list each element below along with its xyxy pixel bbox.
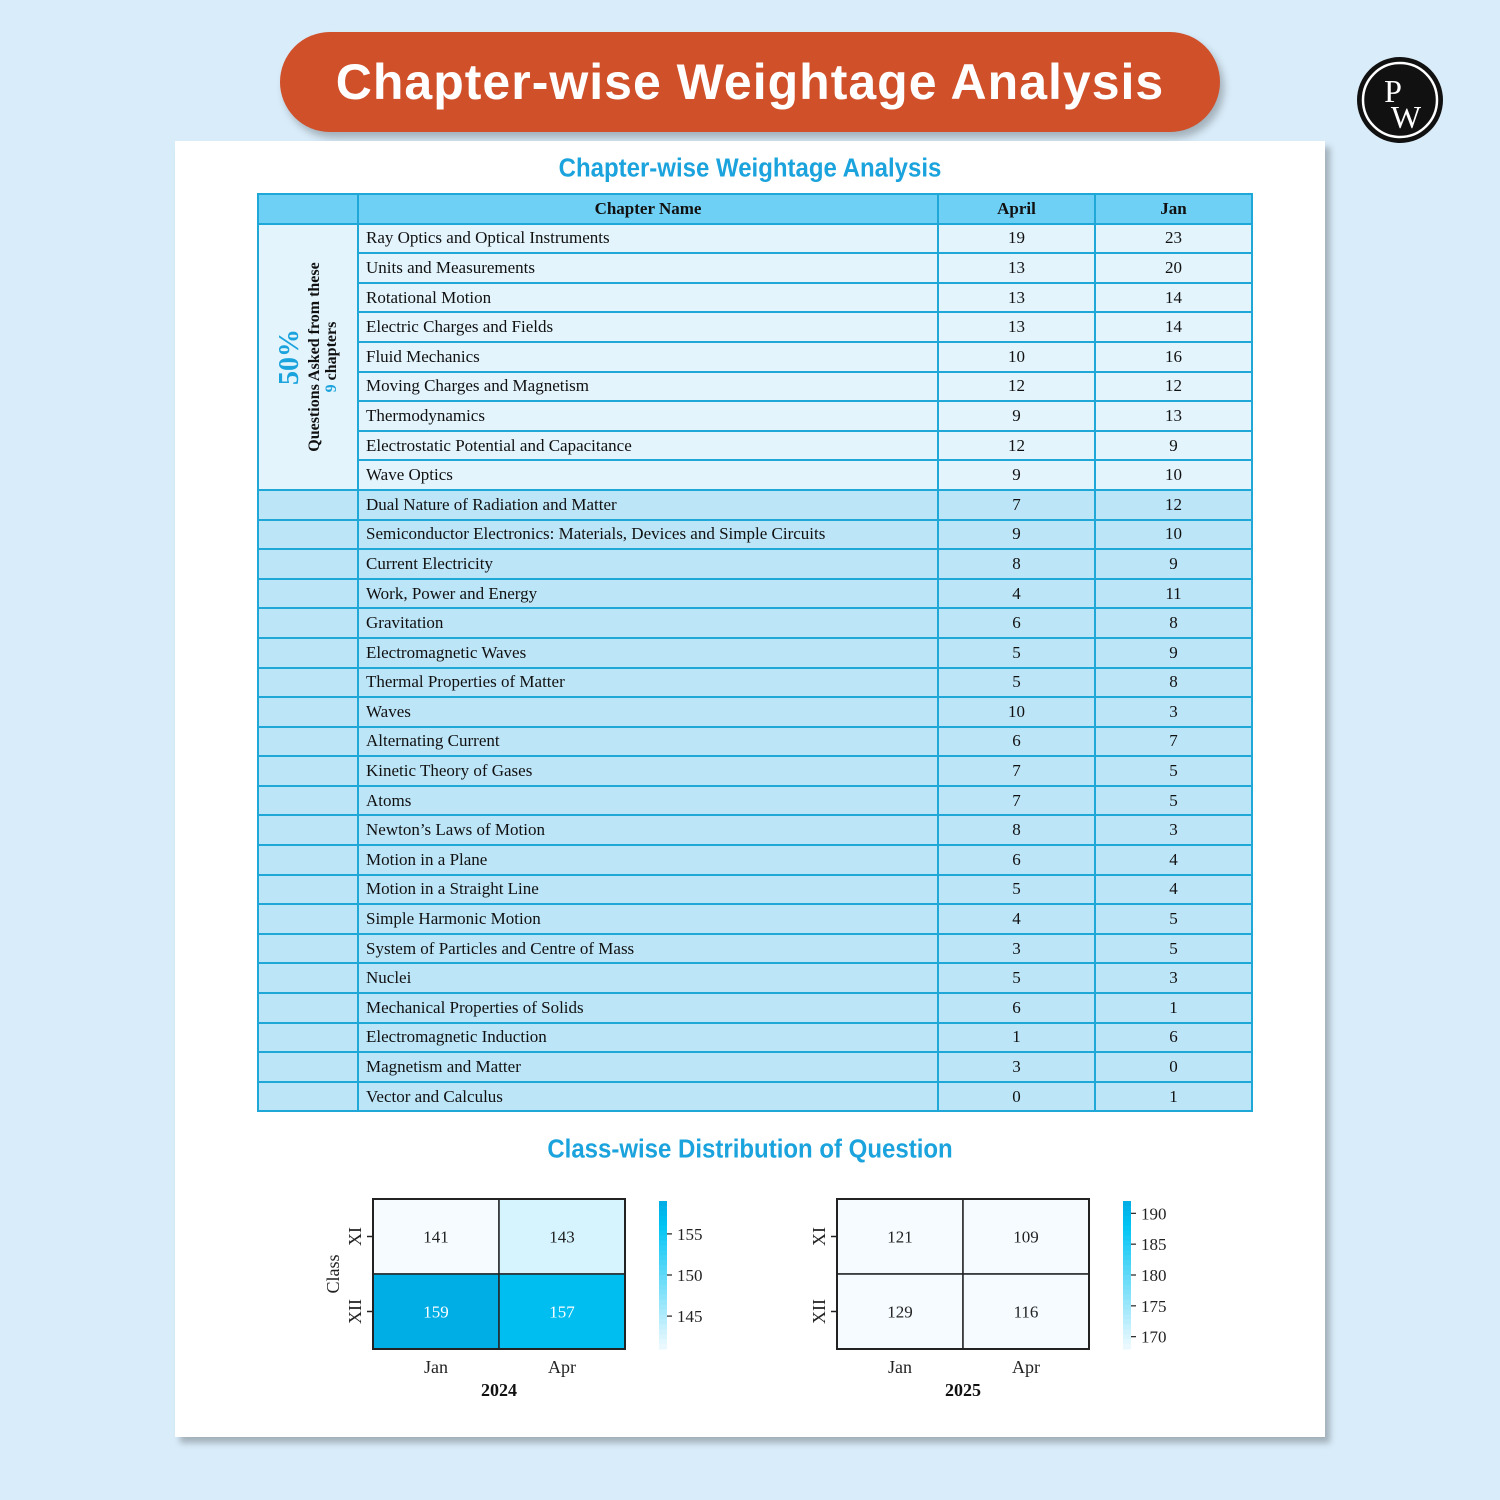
april-count-cell: 10 bbox=[938, 342, 1095, 372]
chapter-name-cell: Fluid Mechanics bbox=[358, 342, 938, 372]
chapter-name-cell: Electromagnetic Waves bbox=[358, 638, 938, 668]
chapter-name-cell: Newton’s Laws of Motion bbox=[358, 815, 938, 845]
chapter-name-cell: Magnetism and Matter bbox=[358, 1052, 938, 1082]
page-title: Chapter-wise Weightage Analysis bbox=[335, 54, 1165, 110]
y-tick-label: XI bbox=[809, 1227, 829, 1246]
colorbar-segment bbox=[659, 1300, 667, 1306]
colorbar-segment bbox=[659, 1270, 667, 1276]
x-tick-label: Apr bbox=[548, 1357, 576, 1377]
april-count-cell: 13 bbox=[938, 283, 1095, 313]
april-count-cell: 12 bbox=[938, 431, 1095, 461]
colorbar-segment bbox=[1123, 1314, 1131, 1320]
colorbar-segment bbox=[659, 1339, 667, 1345]
colorbar-segment bbox=[659, 1280, 667, 1286]
april-count-cell: 6 bbox=[938, 727, 1095, 757]
colorbar-segment bbox=[659, 1240, 667, 1246]
colorbar-segment bbox=[1123, 1255, 1131, 1261]
x-tick-label: Apr bbox=[1012, 1357, 1040, 1377]
colorbar-segment bbox=[659, 1329, 667, 1335]
x-tick-label: Jan bbox=[888, 1357, 912, 1377]
jan-count-cell: 20 bbox=[1095, 253, 1252, 283]
april-count-cell: 0 bbox=[938, 1082, 1095, 1112]
jan-count-cell: 5 bbox=[1095, 786, 1252, 816]
colorbar-segment bbox=[1123, 1305, 1131, 1311]
heat-cell-value: 121 bbox=[887, 1227, 913, 1247]
colorbar-segment bbox=[1123, 1290, 1131, 1296]
y-tick-label: XII bbox=[345, 1299, 365, 1324]
chapter-name-cell: Moving Charges and Magnetism bbox=[358, 372, 938, 402]
april-count-cell: 1 bbox=[938, 1023, 1095, 1053]
colorbar-segment bbox=[1123, 1250, 1131, 1256]
chapter-name-cell: Work, Power and Energy bbox=[358, 579, 938, 609]
colorbar-segment bbox=[659, 1305, 667, 1311]
chapter-name-cell: Ray Optics and Optical Instruments bbox=[358, 224, 938, 254]
april-count-cell: 13 bbox=[938, 253, 1095, 283]
heat-cell-value: 129 bbox=[887, 1302, 913, 1322]
note-percent: 50% bbox=[274, 328, 306, 385]
colorbar-segment bbox=[659, 1226, 667, 1232]
jan-count-cell: 10 bbox=[1095, 520, 1252, 550]
colorbar-segment bbox=[659, 1236, 667, 1242]
colorbar-segment bbox=[659, 1285, 667, 1291]
jan-count-cell: 23 bbox=[1095, 224, 1252, 254]
jan-count-cell: 12 bbox=[1095, 372, 1252, 402]
chapter-name-cell: Atoms bbox=[358, 786, 938, 816]
colorbar-segment bbox=[1123, 1310, 1131, 1316]
jan-count-cell: 16 bbox=[1095, 342, 1252, 372]
colorbar-segment bbox=[1123, 1344, 1131, 1350]
chapter-name-cell: Motion in a Plane bbox=[358, 845, 938, 875]
colorbar-segment bbox=[659, 1295, 667, 1301]
colorbar-tick-label: 150 bbox=[677, 1266, 703, 1285]
chapter-name-cell: Nuclei bbox=[358, 963, 938, 993]
colorbar-segment bbox=[659, 1206, 667, 1212]
jan-count-cell: 9 bbox=[1095, 638, 1252, 668]
colorbar-segment bbox=[659, 1265, 667, 1271]
colorbar-segment bbox=[1123, 1221, 1131, 1227]
colorbar-segment bbox=[659, 1334, 667, 1340]
colorbar-segment bbox=[1123, 1319, 1131, 1325]
colorbar-segment bbox=[659, 1344, 667, 1350]
chapter-name-cell: Simple Harmonic Motion bbox=[358, 904, 938, 934]
colorbar-tick-label: 185 bbox=[1141, 1235, 1167, 1255]
heat-cell-value: 157 bbox=[549, 1302, 575, 1322]
colorbar-tick-label: 180 bbox=[1141, 1266, 1167, 1285]
colorbar-segment bbox=[659, 1310, 667, 1316]
jan-count-cell: 6 bbox=[1095, 1023, 1252, 1053]
colorbar-segment bbox=[1123, 1211, 1131, 1217]
chapter-name-cell: Thermal Properties of Matter bbox=[358, 668, 938, 698]
colorbar-segment bbox=[659, 1290, 667, 1296]
colorbar-tick-label: 145 bbox=[677, 1307, 703, 1327]
colorbar-segment bbox=[1123, 1295, 1131, 1301]
colorbar-segment bbox=[659, 1250, 667, 1256]
colorbar-segment bbox=[1123, 1226, 1131, 1232]
jan-count-cell: 14 bbox=[1095, 312, 1252, 342]
colorbar-tick-label: 175 bbox=[1141, 1296, 1167, 1316]
april-count-cell: 5 bbox=[938, 875, 1095, 905]
colorbar-segment bbox=[659, 1314, 667, 1320]
colorbar-segment bbox=[659, 1221, 667, 1227]
colorbar-segment bbox=[1123, 1334, 1131, 1340]
jan-count-cell: 0 bbox=[1095, 1052, 1252, 1082]
jan-count-cell: 3 bbox=[1095, 815, 1252, 845]
colorbar-segment bbox=[1123, 1339, 1131, 1345]
jan-count-cell: 8 bbox=[1095, 668, 1252, 698]
april-count-cell: 6 bbox=[938, 845, 1095, 875]
colorbar-segment bbox=[659, 1211, 667, 1217]
april-count-cell: 7 bbox=[938, 756, 1095, 786]
heat-cell-value: 109 bbox=[1013, 1227, 1039, 1247]
colorbar-segment bbox=[659, 1324, 667, 1330]
april-count-cell: 8 bbox=[938, 549, 1095, 579]
chapter-name-cell: Electric Charges and Fields bbox=[358, 312, 938, 342]
jan-count-cell: 7 bbox=[1095, 727, 1252, 757]
colorbar-segment bbox=[1123, 1275, 1131, 1281]
april-count-cell: 6 bbox=[938, 993, 1095, 1023]
chapter-name-cell: Kinetic Theory of Gases bbox=[358, 756, 938, 786]
colorbar-segment bbox=[1123, 1265, 1131, 1271]
colorbar-segment bbox=[1123, 1280, 1131, 1286]
x-axis-label: 2025 bbox=[945, 1380, 981, 1400]
colorbar-segment bbox=[1123, 1300, 1131, 1306]
april-count-cell: 7 bbox=[938, 490, 1095, 520]
chapter-name-cell: Electromagnetic Induction bbox=[358, 1023, 938, 1053]
chapter-name-cell: Mechanical Properties of Solids bbox=[358, 993, 938, 1023]
april-count-cell: 8 bbox=[938, 815, 1095, 845]
chapter-name-cell: Motion in a Straight Line bbox=[358, 875, 938, 905]
chapter-name-cell: Alternating Current bbox=[358, 727, 938, 757]
april-count-cell: 3 bbox=[938, 934, 1095, 964]
april-count-cell: 9 bbox=[938, 460, 1095, 490]
heat-cell-value: 141 bbox=[423, 1227, 449, 1247]
chapter-name-cell: Gravitation bbox=[358, 608, 938, 638]
chapter-name-cell: Current Electricity bbox=[358, 549, 938, 579]
chapter-name-cell: Rotational Motion bbox=[358, 283, 938, 313]
header-chapter: Chapter Name bbox=[358, 194, 938, 224]
colorbar-segment bbox=[1123, 1245, 1131, 1251]
colorbar-segment bbox=[659, 1275, 667, 1281]
colorbar-segment bbox=[659, 1201, 667, 1207]
april-count-cell: 9 bbox=[938, 401, 1095, 431]
jan-count-cell: 5 bbox=[1095, 756, 1252, 786]
colorbar-tick-label: 190 bbox=[1141, 1204, 1167, 1224]
colorbar-tick-label: 155 bbox=[677, 1224, 703, 1244]
logo-letter-p: P bbox=[1384, 73, 1402, 109]
chapter-name-cell: Waves bbox=[358, 697, 938, 727]
colorbar-segment bbox=[1123, 1240, 1131, 1246]
x-axis-label: 2024 bbox=[481, 1380, 517, 1400]
class-heatmaps bbox=[175, 141, 1325, 1437]
colorbar-segment bbox=[1123, 1201, 1131, 1207]
april-count-cell: 10 bbox=[938, 697, 1095, 727]
april-count-cell: 5 bbox=[938, 638, 1095, 668]
heat-cell-value: 159 bbox=[423, 1302, 449, 1322]
chart-title: Class-wise Distribution of Question bbox=[547, 1134, 953, 1165]
april-count-cell: 4 bbox=[938, 904, 1095, 934]
april-count-cell: 4 bbox=[938, 579, 1095, 609]
april-count-cell: 12 bbox=[938, 372, 1095, 402]
colorbar-segment bbox=[659, 1216, 667, 1222]
heat-cell-value: 143 bbox=[549, 1227, 575, 1247]
x-tick-label: Jan bbox=[424, 1357, 448, 1377]
jan-count-cell: 13 bbox=[1095, 401, 1252, 431]
jan-count-cell: 5 bbox=[1095, 904, 1252, 934]
jan-count-cell: 4 bbox=[1095, 845, 1252, 875]
colorbar-segment bbox=[659, 1245, 667, 1251]
colorbar-segment bbox=[1123, 1285, 1131, 1291]
logo-letter-w: W bbox=[1390, 99, 1422, 135]
chapter-name-cell: Semiconductor Electronics: Materials, Devices and Simple Circuits bbox=[358, 520, 938, 550]
colorbar-tick-label: 170 bbox=[1141, 1327, 1167, 1347]
jan-count-cell: 9 bbox=[1095, 549, 1252, 579]
jan-count-cell: 9 bbox=[1095, 431, 1252, 461]
note-chapters: chapters bbox=[323, 321, 341, 381]
jan-count-cell: 11 bbox=[1095, 579, 1252, 609]
chapter-name-cell: System of Particles and Centre of Mass bbox=[358, 934, 938, 964]
content-card bbox=[175, 141, 1325, 1437]
jan-count-cell: 4 bbox=[1095, 875, 1252, 905]
april-count-cell: 5 bbox=[938, 963, 1095, 993]
colorbar-segment bbox=[659, 1260, 667, 1266]
april-count-cell: 7 bbox=[938, 786, 1095, 816]
heat-cell-value: 116 bbox=[1013, 1302, 1039, 1322]
header-april: April bbox=[938, 194, 1095, 224]
april-count-cell: 3 bbox=[938, 1052, 1095, 1082]
y-tick-label: XI bbox=[345, 1227, 365, 1246]
title-banner bbox=[280, 32, 1220, 132]
colorbar-segment bbox=[1123, 1236, 1131, 1242]
april-count-cell: 19 bbox=[938, 224, 1095, 254]
chapter-name-cell: Vector and Calculus bbox=[358, 1082, 938, 1112]
april-count-cell: 9 bbox=[938, 520, 1095, 550]
colorbar-segment bbox=[1123, 1231, 1131, 1237]
y-axis-label: Class bbox=[323, 1254, 343, 1294]
jan-count-cell: 12 bbox=[1095, 490, 1252, 520]
jan-count-cell: 3 bbox=[1095, 697, 1252, 727]
chapter-name-cell: Electrostatic Potential and Capacitance bbox=[358, 431, 938, 461]
jan-count-cell: 1 bbox=[1095, 993, 1252, 1023]
chapter-name-cell: Units and Measurements bbox=[358, 253, 938, 283]
jan-count-cell: 5 bbox=[1095, 934, 1252, 964]
chapter-name-cell: Dual Nature of Radiation and Matter bbox=[358, 490, 938, 520]
y-tick-label: XII bbox=[809, 1299, 829, 1324]
table-title: Chapter-wise Weightage Analysis bbox=[558, 153, 942, 184]
april-count-cell: 6 bbox=[938, 608, 1095, 638]
colorbar-segment bbox=[659, 1319, 667, 1325]
april-count-cell: 5 bbox=[938, 668, 1095, 698]
colorbar-segment bbox=[1123, 1270, 1131, 1276]
jan-count-cell: 10 bbox=[1095, 460, 1252, 490]
note-count: 9 bbox=[323, 384, 341, 393]
jan-count-cell: 3 bbox=[1095, 963, 1252, 993]
colorbar-segment bbox=[1123, 1329, 1131, 1335]
header-jan: Jan bbox=[1095, 194, 1252, 224]
colorbar-segment bbox=[659, 1231, 667, 1237]
note-line1: Questions Asked from these bbox=[305, 262, 323, 452]
jan-count-cell: 8 bbox=[1095, 608, 1252, 638]
colorbar-segment bbox=[1123, 1324, 1131, 1330]
april-count-cell: 13 bbox=[938, 312, 1095, 342]
jan-count-cell: 14 bbox=[1095, 283, 1252, 313]
colorbar-segment bbox=[1123, 1260, 1131, 1266]
jan-count-cell: 1 bbox=[1095, 1082, 1252, 1112]
colorbar-segment bbox=[1123, 1216, 1131, 1222]
chapter-name-cell: Thermodynamics bbox=[358, 401, 938, 431]
colorbar-segment bbox=[1123, 1206, 1131, 1212]
pw-logo bbox=[1356, 56, 1444, 144]
colorbar-segment bbox=[659, 1255, 667, 1261]
chapter-name-cell: Wave Optics bbox=[358, 460, 938, 490]
